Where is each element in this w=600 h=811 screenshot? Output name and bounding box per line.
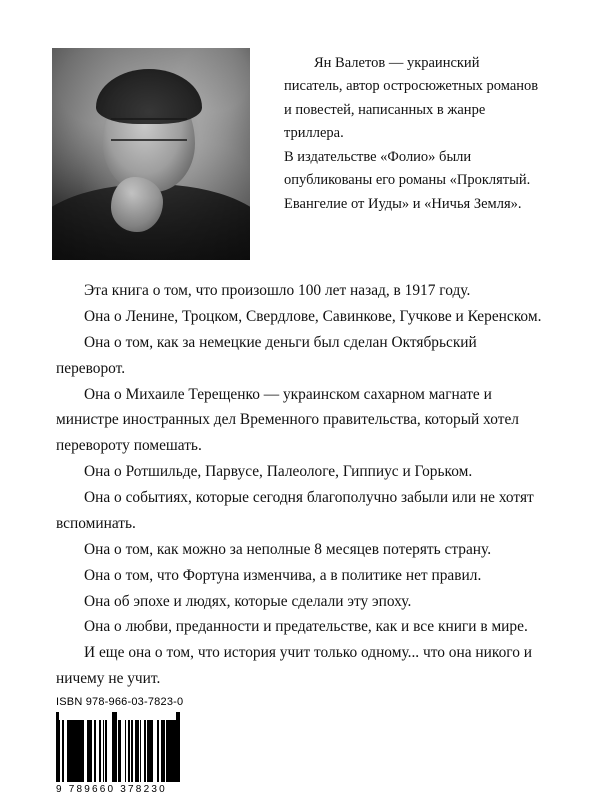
blurb-text — [0, 260, 600, 692]
blurb-paragraph: Она о Михаиле Терещенко — украинском сахарном магнате и министре иностранных дел Временного правительства, который хотел перевороту помешать. — [56, 385, 519, 455]
blurb-paragraph: Она об эпохе и людях, которые сделали эту эпоху. — [84, 592, 412, 610]
blurb-paragraph: Она о любви, преданности и предательстве, как и все книги в мире. — [84, 618, 528, 636]
intro-paragraph: В издательстве «Фолио» были опубликованы его романы «Проклятый. Евангелие от Иуды» и «Ничья Земля». — [284, 148, 531, 212]
blurb-paragraph: Она о событиях, которые сегодня благополучно забыли или не хотят вспоминать. — [56, 489, 534, 532]
blurb-paragraph: И еще она о том, что история учит только одному... что она никого и ничему не учит. — [56, 644, 532, 688]
barcode-digits: 9 789660 378230 — [56, 784, 167, 795]
blurb-paragraph: Она о Ротшильде, Парвусе, Палеологе, Гиппиус и Горьком. — [84, 463, 473, 481]
portrait-vignette — [52, 48, 250, 260]
intro-paragraph: Ян Валетов — украинский писатель, автор остросюжетных романов и повестей, написанных в жанре триллера. — [284, 55, 539, 142]
blurb-paragraph: Она о том, как за немецкие деньги был сделан Октябрьский переворот. — [56, 333, 477, 377]
isbn-area — [56, 696, 256, 795]
barcode — [56, 712, 246, 782]
author-intro — [250, 48, 540, 216]
blurb-paragraph: Она о том, что Фортуна изменчива, а в политике нет правил. — [84, 566, 482, 584]
blurb-paragraph: Она о том, как можно за неполные 8 месяцев потерять страну. — [84, 540, 492, 558]
blurb-paragraph: Она о Ленине, Троцком, Свердлове, Савинкове, Гучкове и Керенском. — [84, 307, 542, 325]
top-block — [0, 0, 600, 260]
author-portrait — [52, 48, 250, 260]
blurb-paragraph: Эта книга о том, что произошло 100 лет назад, в 1917 году. — [84, 282, 471, 299]
isbn-label: ISBN 978-966-03-7823-0 — [56, 696, 184, 708]
